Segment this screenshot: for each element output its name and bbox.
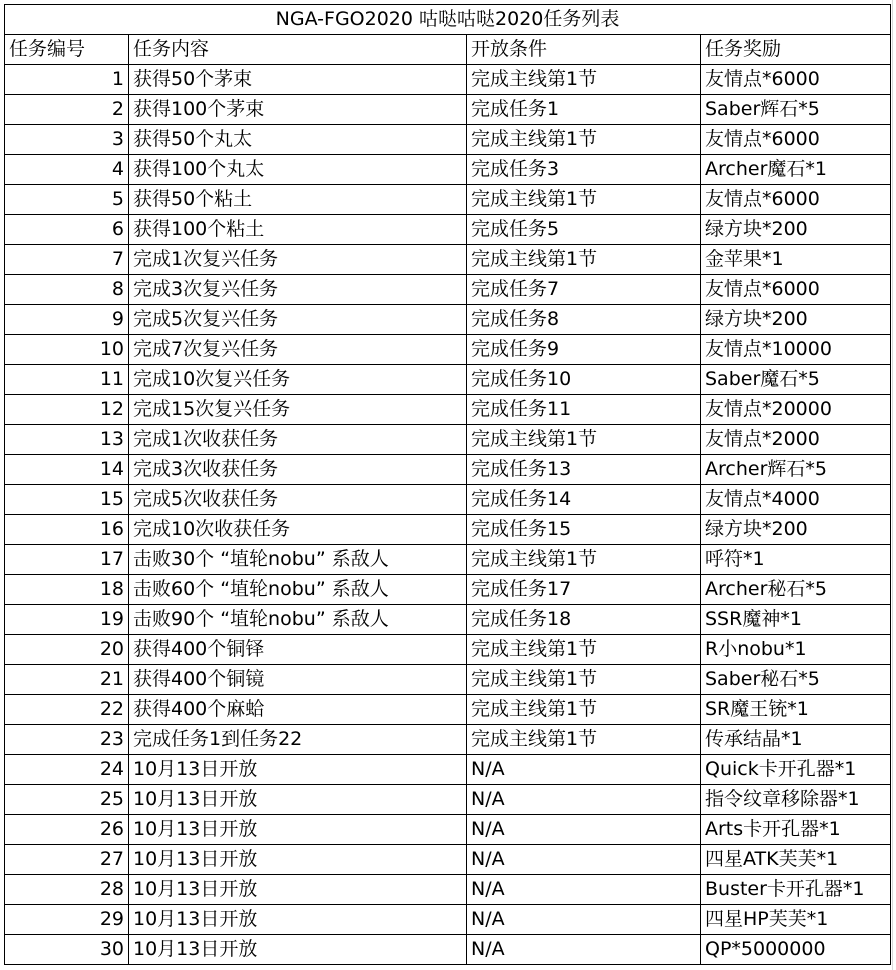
cell-task-id[interactable]: 13: [5, 425, 129, 455]
cell-task-content[interactable]: 完成5次收获任务: [129, 485, 467, 515]
cell-task-id[interactable]: 6: [5, 215, 129, 245]
table-row: [5, 905, 891, 935]
cell-task-content[interactable]: 击败90个 “埴轮nobu” 系敌人: [129, 605, 467, 635]
table-row: [5, 665, 891, 695]
cell-open-condition[interactable]: 完成任务7: [467, 275, 701, 305]
cell-task-content[interactable]: 获得50个粘土: [129, 185, 467, 215]
cell-task-content[interactable]: 10月13日开放: [129, 815, 467, 845]
cell-task-id[interactable]: 21: [5, 665, 129, 695]
cell-task-content[interactable]: 完成15次复兴任务: [129, 395, 467, 425]
cell-task-reward[interactable]: Saber辉石*5: [701, 95, 891, 125]
table-row: [5, 845, 891, 875]
table-row: [5, 155, 891, 185]
cell-open-condition[interactable]: N/A: [467, 935, 701, 965]
cell-task-content[interactable]: 完成10次复兴任务: [129, 365, 467, 395]
cell-open-condition[interactable]: 完成任务9: [467, 335, 701, 365]
cell-task-id[interactable]: 18: [5, 575, 129, 605]
cell-task-content[interactable]: 10月13日开放: [129, 875, 467, 905]
cell-task-content[interactable]: 完成1次复兴任务: [129, 245, 467, 275]
cell-open-condition[interactable]: N/A: [467, 905, 701, 935]
cell-task-reward[interactable]: Archer秘石*5: [701, 575, 891, 605]
table-row: [5, 365, 891, 395]
cell-task-id[interactable]: 8: [5, 275, 129, 305]
cell-task-reward[interactable]: Archer辉石*5: [701, 455, 891, 485]
table-row: [5, 305, 891, 335]
cell-open-condition[interactable]: N/A: [467, 815, 701, 845]
header-open-condition[interactable]: 开放条件: [467, 35, 701, 65]
cell-task-reward[interactable]: 绿方块*200: [701, 305, 891, 335]
cell-task-content[interactable]: 获得400个铜镜: [129, 665, 467, 695]
cell-task-reward[interactable]: Saber魔石*5: [701, 365, 891, 395]
cell-task-content[interactable]: 完成7次复兴任务: [129, 335, 467, 365]
header-row: [5, 35, 891, 65]
cell-task-reward[interactable]: SSR魔神*1: [701, 605, 891, 635]
task-table: [4, 4, 891, 965]
cell-open-condition[interactable]: N/A: [467, 875, 701, 905]
cell-task-id[interactable]: 2: [5, 95, 129, 125]
cell-task-id[interactable]: 7: [5, 245, 129, 275]
cell-open-condition[interactable]: 完成任务10: [467, 365, 701, 395]
table-row: [5, 545, 891, 575]
cell-task-reward[interactable]: 传承结晶*1: [701, 725, 891, 755]
header-task-id[interactable]: 任务编号: [5, 35, 129, 65]
cell-task-content[interactable]: 10月13日开放: [129, 845, 467, 875]
table-row: [5, 215, 891, 245]
cell-task-reward[interactable]: SR魔王铳*1: [701, 695, 891, 725]
cell-task-id[interactable]: 4: [5, 155, 129, 185]
table-row: [5, 575, 891, 605]
cell-task-id[interactable]: 5: [5, 185, 129, 215]
cell-task-id[interactable]: 1: [5, 65, 129, 95]
table-row: [5, 485, 891, 515]
cell-task-id[interactable]: 14: [5, 455, 129, 485]
cell-task-reward[interactable]: 绿方块*200: [701, 215, 891, 245]
cell-task-id[interactable]: 3: [5, 125, 129, 155]
cell-task-reward[interactable]: 绿方块*200: [701, 515, 891, 545]
cell-task-reward[interactable]: Saber秘石*5: [701, 665, 891, 695]
cell-task-reward[interactable]: 四星ATK芙芙*1: [701, 845, 891, 875]
table-body: [5, 65, 891, 965]
cell-open-condition[interactable]: 完成主线第1节: [467, 545, 701, 575]
cell-task-reward[interactable]: 金苹果*1: [701, 245, 891, 275]
table-row: [5, 515, 891, 545]
cell-open-condition[interactable]: 完成主线第1节: [467, 245, 701, 275]
cell-open-condition[interactable]: 完成主线第1节: [467, 725, 701, 755]
cell-task-content[interactable]: 完成5次复兴任务: [129, 305, 467, 335]
cell-task-content[interactable]: 完成任务1到任务22: [129, 725, 467, 755]
cell-task-id[interactable]: 22: [5, 695, 129, 725]
table-row: [5, 65, 891, 95]
cell-task-content[interactable]: 完成1次收获任务: [129, 425, 467, 455]
cell-task-id[interactable]: 26: [5, 815, 129, 845]
table-row: [5, 875, 891, 905]
cell-task-reward[interactable]: 友情点*6000: [701, 185, 891, 215]
cell-task-content[interactable]: 获得100个丸太: [129, 155, 467, 185]
cell-task-reward[interactable]: 四星HP芙芙*1: [701, 905, 891, 935]
cell-task-reward[interactable]: Buster卡开孔器*1: [701, 875, 891, 905]
table-row: [5, 815, 891, 845]
cell-task-reward[interactable]: 呼符*1: [701, 545, 891, 575]
table-row: [5, 755, 891, 785]
cell-task-id[interactable]: 10: [5, 335, 129, 365]
cell-task-content[interactable]: 击败60个 “埴轮nobu” 系敌人: [129, 575, 467, 605]
cell-task-content[interactable]: 10月13日开放: [129, 755, 467, 785]
cell-task-content[interactable]: 获得100个茅束: [129, 95, 467, 125]
cell-open-condition[interactable]: N/A: [467, 785, 701, 815]
cell-open-condition[interactable]: 完成任务18: [467, 605, 701, 635]
table-row: [5, 95, 891, 125]
cell-task-id[interactable]: 20: [5, 635, 129, 665]
cell-open-condition[interactable]: N/A: [467, 845, 701, 875]
cell-task-content[interactable]: 10月13日开放: [129, 935, 467, 965]
cell-task-reward[interactable]: QP*5000000: [701, 935, 891, 965]
cell-task-id[interactable]: 29: [5, 905, 129, 935]
table-row: [5, 125, 891, 155]
table-row: [5, 635, 891, 665]
cell-task-content[interactable]: 完成3次复兴任务: [129, 275, 467, 305]
cell-task-content[interactable]: 完成3次收获任务: [129, 455, 467, 485]
table-row: [5, 425, 891, 455]
table-row: [5, 935, 891, 965]
cell-task-reward[interactable]: 友情点*6000: [701, 125, 891, 155]
cell-task-id[interactable]: 30: [5, 935, 129, 965]
cell-task-content[interactable]: 获得50个茅束: [129, 65, 467, 95]
cell-task-content[interactable]: 10月13日开放: [129, 785, 467, 815]
table-row: [5, 695, 891, 725]
cell-task-id[interactable]: 9: [5, 305, 129, 335]
table-row: [5, 275, 891, 305]
cell-open-condition[interactable]: 完成主线第1节: [467, 125, 701, 155]
cell-task-reward[interactable]: Arts卡开孔器*1: [701, 815, 891, 845]
cell-task-reward[interactable]: 友情点*6000: [701, 275, 891, 305]
cell-task-reward[interactable]: 友情点*4000: [701, 485, 891, 515]
cell-task-reward[interactable]: 友情点*10000: [701, 335, 891, 365]
cell-task-content[interactable]: 获得100个粘土: [129, 215, 467, 245]
cell-task-reward[interactable]: 指令纹章移除器*1: [701, 785, 891, 815]
cell-task-id[interactable]: 23: [5, 725, 129, 755]
cell-open-condition[interactable]: 完成任务5: [467, 215, 701, 245]
cell-task-id[interactable]: 25: [5, 785, 129, 815]
cell-task-content[interactable]: 获得50个丸太: [129, 125, 467, 155]
cell-open-condition[interactable]: 完成任务11: [467, 395, 701, 425]
cell-task-id[interactable]: 11: [5, 365, 129, 395]
cell-open-condition[interactable]: 完成主线第1节: [467, 185, 701, 215]
cell-open-condition[interactable]: 完成任务1: [467, 95, 701, 125]
cell-task-id[interactable]: 28: [5, 875, 129, 905]
cell-task-content[interactable]: 完成10次收获任务: [129, 515, 467, 545]
cell-open-condition[interactable]: N/A: [467, 755, 701, 785]
cell-open-condition[interactable]: 完成主线第1节: [467, 425, 701, 455]
cell-task-id[interactable]: 24: [5, 755, 129, 785]
cell-task-id[interactable]: 17: [5, 545, 129, 575]
table-row: [5, 605, 891, 635]
cell-open-condition[interactable]: 完成主线第1节: [467, 665, 701, 695]
cell-task-reward[interactable]: 友情点*20000: [701, 395, 891, 425]
table-row: [5, 455, 891, 485]
table-row: [5, 395, 891, 425]
cell-task-reward[interactable]: Archer魔石*1: [701, 155, 891, 185]
cell-task-id[interactable]: 12: [5, 395, 129, 425]
header-task-content[interactable]: 任务内容: [129, 35, 467, 65]
cell-task-content[interactable]: 获得400个铜铎: [129, 635, 467, 665]
table-row: [5, 335, 891, 365]
header-task-reward[interactable]: 任务奖励: [701, 35, 891, 65]
cell-open-condition[interactable]: 完成任务14: [467, 485, 701, 515]
cell-task-reward[interactable]: Quick卡开孔器*1: [701, 755, 891, 785]
title-row: [5, 5, 891, 35]
table-row: [5, 725, 891, 755]
cell-task-id[interactable]: 16: [5, 515, 129, 545]
cell-open-condition[interactable]: 完成主线第1节: [467, 695, 701, 725]
cell-task-id[interactable]: 27: [5, 845, 129, 875]
cell-task-content[interactable]: 获得400个麻蛤: [129, 695, 467, 725]
table-row: [5, 785, 891, 815]
cell-open-condition[interactable]: 完成主线第1节: [467, 65, 701, 95]
cell-task-id[interactable]: 15: [5, 485, 129, 515]
cell-open-condition[interactable]: 完成任务17: [467, 575, 701, 605]
table-row: [5, 185, 891, 215]
cell-task-reward[interactable]: R小nobu*1: [701, 635, 891, 665]
gridline: [892, 0, 893, 970]
cell-task-reward[interactable]: 友情点*6000: [701, 65, 891, 95]
table-row: [5, 245, 891, 275]
cell-open-condition[interactable]: 完成任务15: [467, 515, 701, 545]
cell-open-condition[interactable]: 完成任务3: [467, 155, 701, 185]
table-title[interactable]: NGA-FGO2020 咕哒咕哒2020任务列表: [5, 5, 891, 35]
cell-open-condition[interactable]: 完成任务13: [467, 455, 701, 485]
cell-open-condition[interactable]: 完成主线第1节: [467, 635, 701, 665]
cell-open-condition[interactable]: 完成任务8: [467, 305, 701, 335]
cell-task-content[interactable]: 击败30个 “埴轮nobu” 系敌人: [129, 545, 467, 575]
cell-task-id[interactable]: 19: [5, 605, 129, 635]
cell-task-reward[interactable]: 友情点*2000: [701, 425, 891, 455]
cell-task-content[interactable]: 10月13日开放: [129, 905, 467, 935]
